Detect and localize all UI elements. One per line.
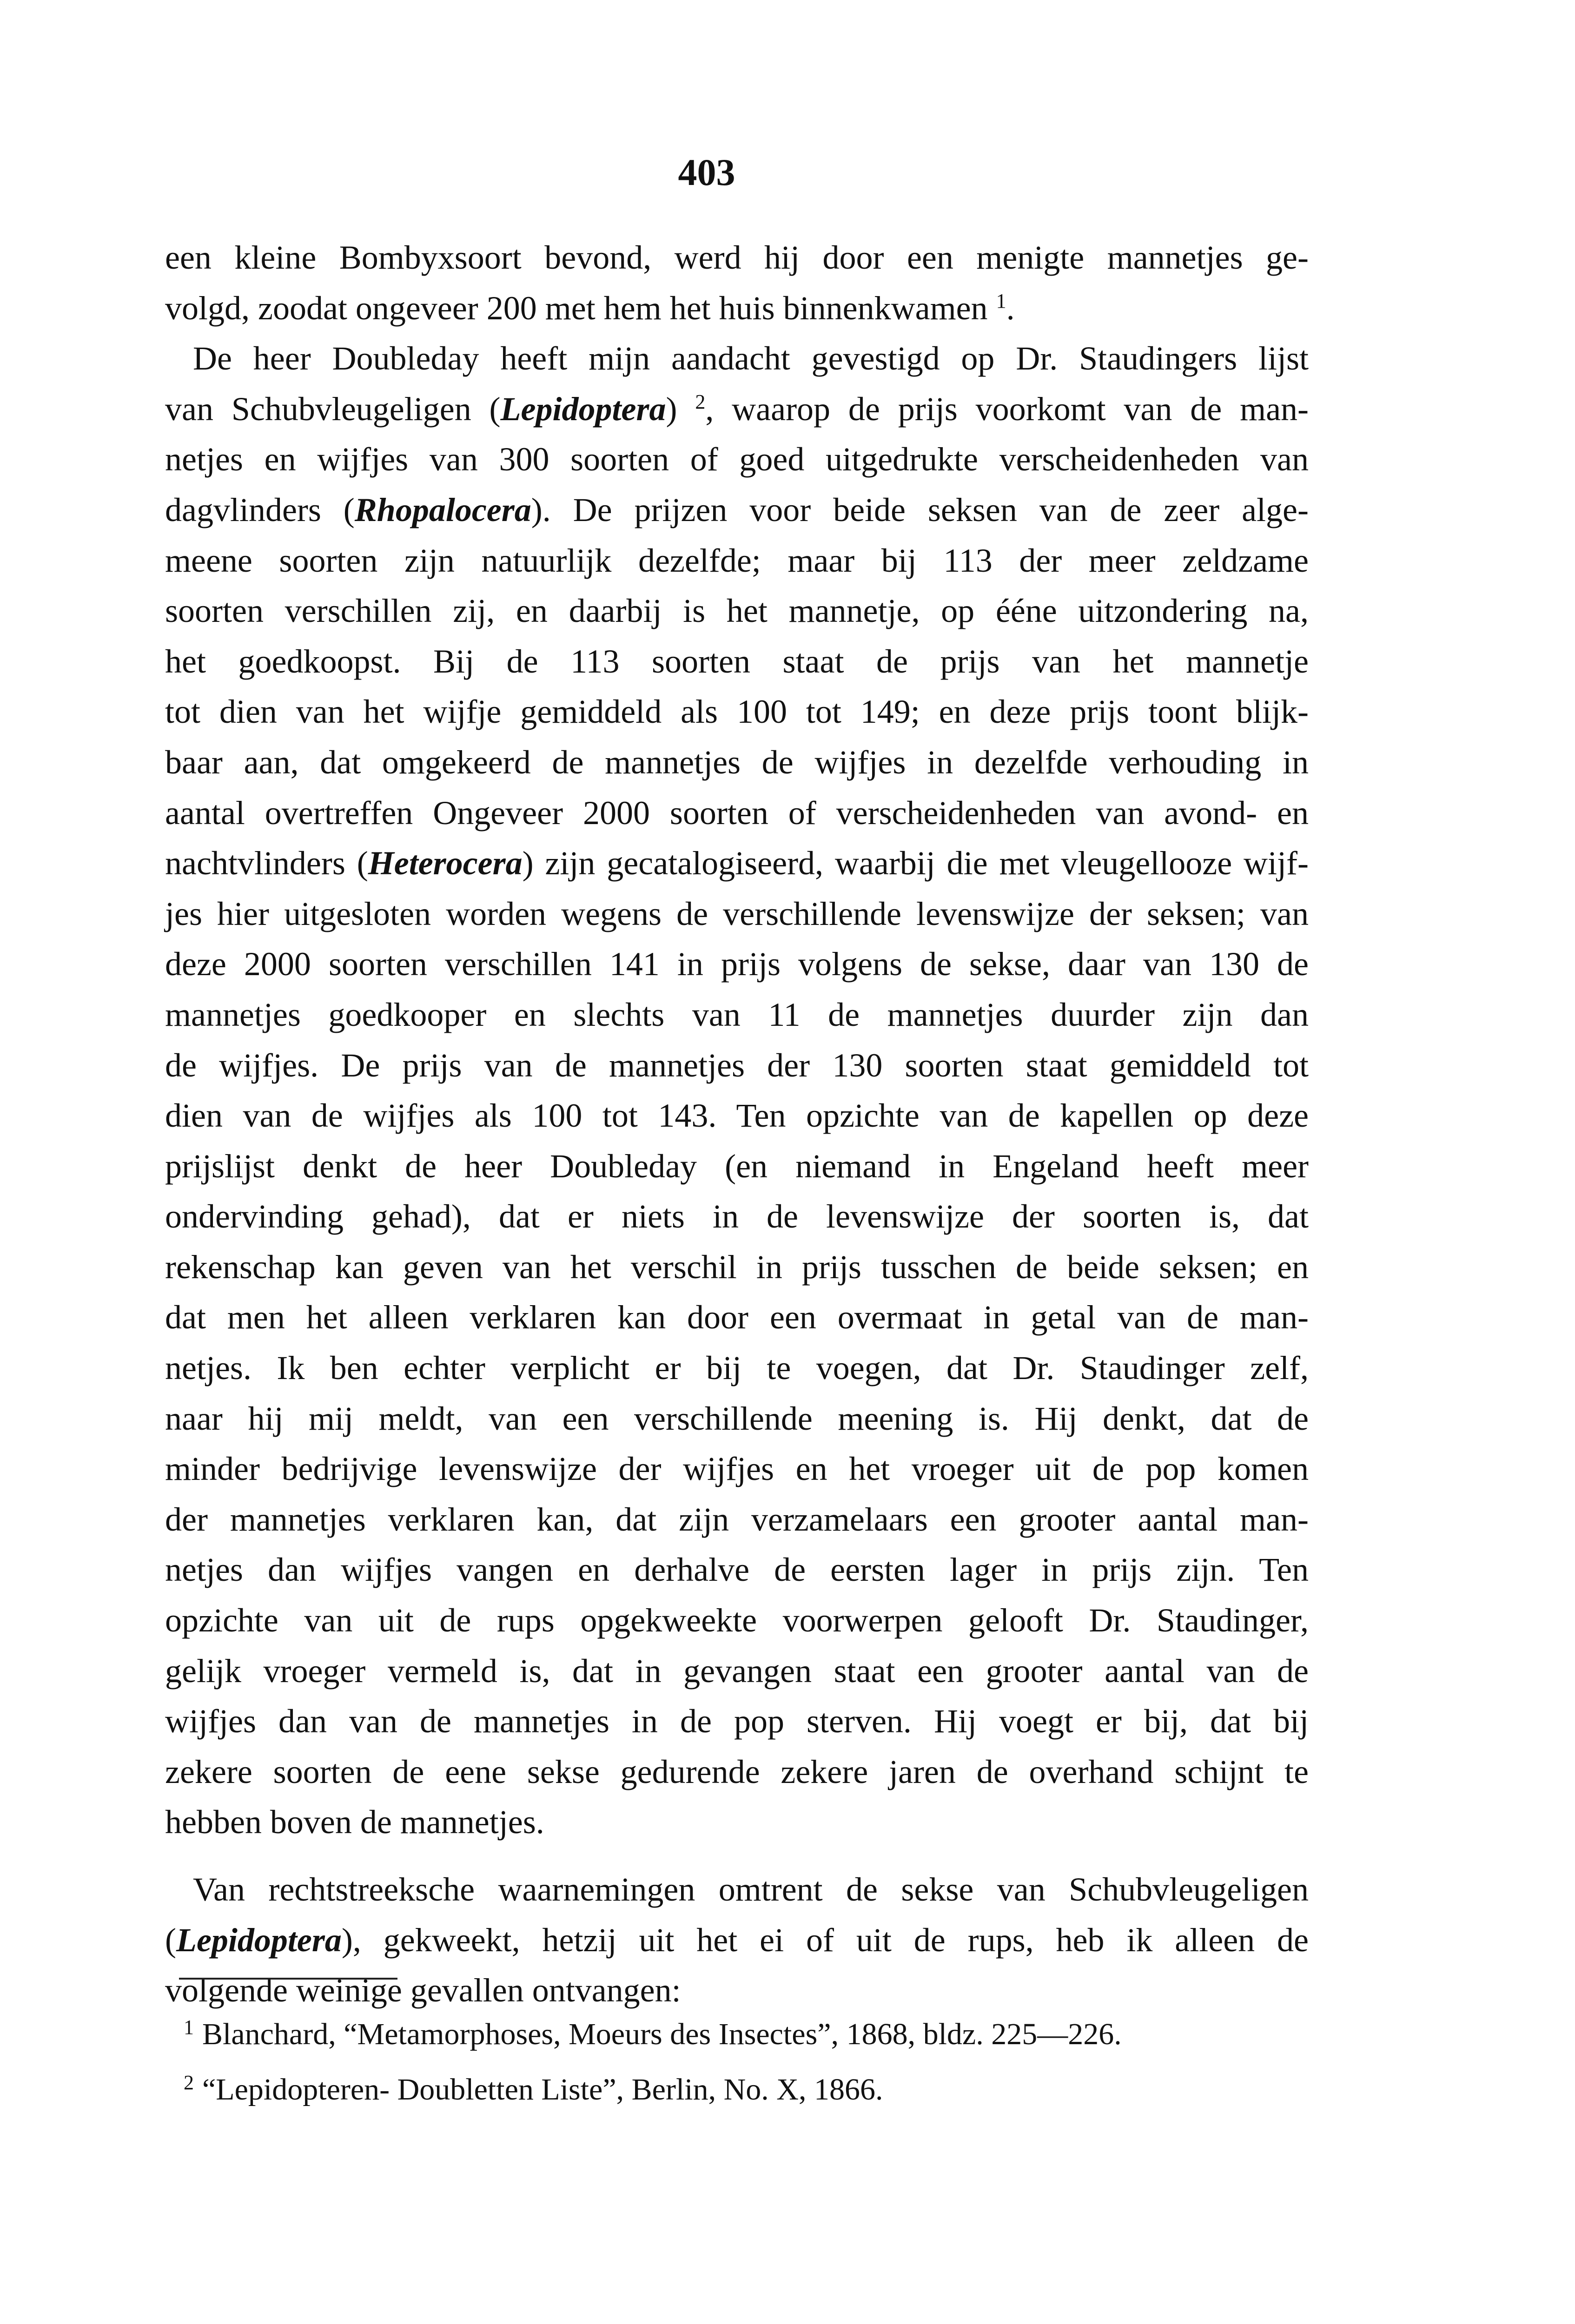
text-line: ondervinding gehad), dat er niets in de levenswijze der soorten is, dat: [165, 1198, 1309, 1235]
footnotes: [184, 2003, 1318, 2114]
text-line: deze 2000 soorten verschillen 141 in prijs volgens de sekse, daar van 130 de: [165, 945, 1309, 983]
footnote-1: [184, 2003, 1318, 2059]
text-line: netjes. Ik ben echter verplicht er bij te voegen, dat Dr. Staudinger zelf,: [165, 1349, 1309, 1387]
italic-term: Heterocera: [368, 845, 523, 882]
text-line: netjes dan wijfjes vangen en derhalve de eersten lager in prijs zijn. Ten: [165, 1551, 1309, 1589]
footnote-divider: [179, 1978, 397, 1980]
text-line: meene soorten zijn natuurlijk dezelfde; maar bij 113 der meer zeldzame: [165, 541, 1309, 579]
text-line: rekenschap kan geven van het verschil in prijs tusschen de beide seksen; en: [165, 1248, 1309, 1286]
text-line: [165, 1915, 1309, 1966]
text-line: zekere soorten de eene sekse gedurende zekere jaren de overhand schijnt te: [165, 1753, 1309, 1790]
text-line: wijfjes dan van de mannetjes in de pop sterven. Hij voegt er bij, dat bij: [165, 1703, 1309, 1740]
text-line: dien van de wijfjes als 100 tot 143. Ten opzichte van de kapellen op deze: [165, 1097, 1309, 1135]
text-line: Van rechtstreeksche waarnemingen omtrent de sekse van Schubvleugeligen: [193, 1871, 1309, 1908]
text-segment: van Schubvleugeligen (: [165, 390, 501, 428]
text-line: hebben boven de mannetjes.: [165, 1803, 544, 1841]
text-segment: volgd, zoodat ongeveer 200 met hem het huis binnenkwamen: [165, 289, 988, 327]
text-line: De heer Doubleday heeft mijn aandacht gevestigd op Dr. Staudingers lijst: [193, 340, 1309, 377]
text-segment: dagvlinders (: [165, 491, 355, 528]
text-segment: ) zijn gecatalogiseerd, waarbij die met vleugellooze wijf-: [522, 845, 1309, 882]
text-line: de wijfjes. De prijs van de mannetjes der 130 soorten staat gemiddeld tot: [165, 1046, 1309, 1084]
text-line: het goedkoopst. Bij de 113 soorten staat de prijs van het mannetje: [165, 642, 1309, 680]
text-line: [165, 283, 1309, 334]
text-line: tot dien van het wijfje gemiddeld als 100 tot 149; en deze prijs toont blijk-: [165, 693, 1309, 731]
text-line: gelijk vroeger vermeld is, dat in gevangen staat een grooter aantal van de: [165, 1652, 1309, 1690]
text-line: jes hier uitgesloten worden wegens de verschillende levenswijze der seksen; van: [165, 895, 1309, 932]
text-line: opzichte van uit de rups opgekweekte voorwerpen gelooft Dr. Staudinger,: [165, 1602, 1309, 1639]
paragraph-2: [165, 333, 1309, 1848]
footnote-text: “Lepidopteren- Doubletten Liste”, Berlin, No. X, 1866.: [202, 2073, 883, 2106]
text-line: netjes en wijfjes van 300 soorten of goed uitgedrukte verscheidenheden van: [165, 441, 1309, 478]
text-line: soorten verschillen zij, en daarbij is het mannetje, op ééne uitzondering na,: [165, 592, 1309, 630]
footnote-ref-1[interactable]: 1: [996, 289, 1006, 312]
text-segment: ). De prijzen voor beide seksen van de zeer alge-: [531, 491, 1309, 528]
text-line: prijslijst denkt de heer Doubleday (en niemand in Engeland heeft meer: [165, 1147, 1309, 1185]
footnote-text: Blanchard, “Metamorphoses, Moeurs des Insectes”, 1868, bldz. 225—226.: [202, 2017, 1122, 2051]
main-text: [165, 232, 1309, 2016]
footnote-mark: 1: [184, 2016, 194, 2039]
text-line: een kleine Bombyxsoort bevond, werd hij door een menigte mannetjes ge-: [165, 239, 1309, 276]
text-line: dat men het alleen verklaren kan door een overmaat in getal van de man-: [165, 1299, 1309, 1336]
paragraph-gap: [165, 1848, 1309, 1864]
text-line: volgende weinige gevallen ontvangen:: [165, 1972, 681, 2009]
text-segment: .: [1006, 289, 1015, 327]
footnote-mark: 2: [184, 2071, 194, 2094]
italic-term: Lepidoptera: [176, 1921, 342, 1959]
text-segment: (: [165, 1921, 176, 1959]
text-line: minder bedrijvige levenswijze der wijfjes en het vroeger uit de pop komen: [165, 1450, 1309, 1488]
text-line: mannetjes goedkooper en slechts van 11 de mannetjes duurder zijn dan: [165, 996, 1309, 1033]
paragraph-3: [165, 1864, 1309, 2016]
italic-term: Lepidoptera: [500, 390, 666, 428]
text-segment: , waarop de prijs voorkomt van de man-: [705, 390, 1309, 428]
paragraph-1: [165, 232, 1309, 333]
text-line: aantal overtreffen Ongeveer 2000 soorten of verscheidenheden van avond- en: [165, 794, 1309, 832]
footnote-ref-2[interactable]: 2: [695, 390, 706, 413]
text-segment: ): [666, 390, 695, 428]
text-line: baar aan, dat omgekeerd de mannetjes de wijfjes in dezelfde verhouding in: [165, 743, 1309, 781]
footnote-2: [184, 2059, 1318, 2114]
text-line: naar hij mij meldt, van een verschillende meening is. Hij denkt, dat de: [165, 1400, 1309, 1437]
text-line: [165, 838, 1309, 889]
text-line: der mannetjes verklaren kan, dat zijn verzamelaars een grooter aantal man-: [165, 1500, 1309, 1538]
text-line: [165, 384, 1309, 435]
text-line: [165, 485, 1309, 535]
italic-term: Rhopalocera: [354, 491, 531, 528]
text-segment: nachtvlinders (: [165, 845, 368, 882]
text-segment: ), gekweekt, hetzij uit het ei of uit de rups, heb ik alleen de: [341, 1921, 1309, 1959]
page-number: 403: [678, 151, 735, 193]
